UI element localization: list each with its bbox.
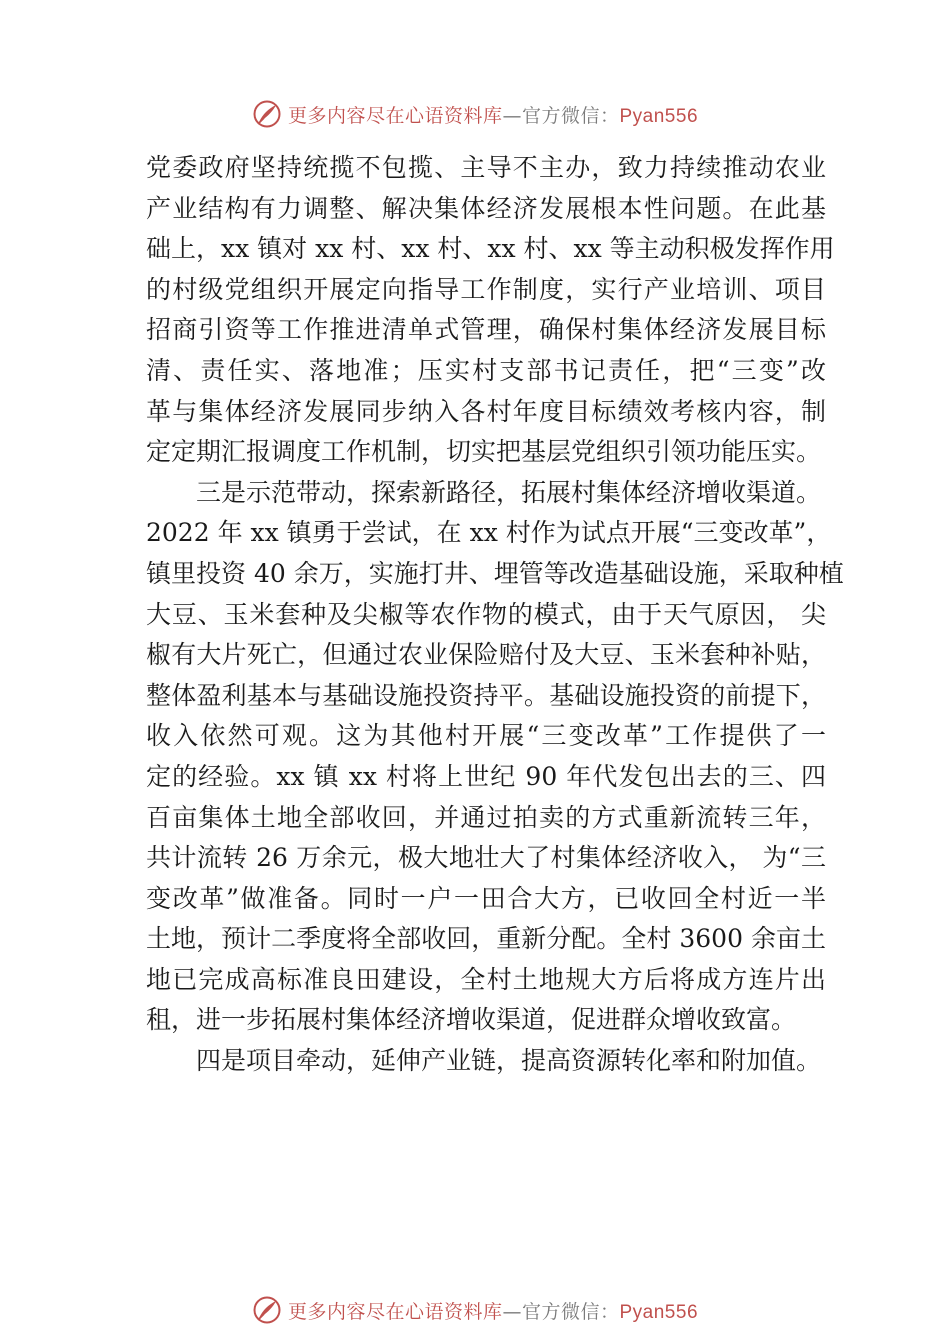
watermark-text	[288, 1297, 698, 1324]
paragraph-3	[146, 1041, 826, 1082]
text-line: 定定期汇报调度工作机制，切实把基层党组织引领功能压实。	[146, 437, 822, 467]
watermark-wechat-id: Pyan556	[619, 105, 699, 127]
paragraph-2	[146, 473, 844, 1041]
watermark-text	[288, 101, 698, 128]
text-line: 产业结构有力调整、解决集体经济发展根本性问题。在此基	[146, 193, 826, 223]
text-line: 大豆、玉米套种及尖椒等农作物的模式，由于天气原因， 尖	[146, 599, 826, 629]
text-line: 招商引资等工作推进清单式管理，确保村集体经济发展目标	[146, 315, 826, 345]
text-line: 椒有大片死亡，但通过农业保险赔付及大豆、玉米套种补贴，	[146, 640, 826, 670]
text-line: 整体盈利基本与基础设施投资持平。基础设施投资的前提下，	[146, 680, 826, 710]
text-line: 清、责任实、落地准；压实村支部书记责任，把“三变”改	[146, 355, 826, 385]
text-line: 定的经验。xx 镇 xx 村将上世纪 90 年代发包出去的三、四	[146, 761, 826, 791]
watermark-wechat-id: Pyan556	[619, 1301, 699, 1323]
quill-pen-logo-icon	[252, 1295, 282, 1325]
footer-watermark	[0, 1292, 950, 1328]
text-line: 收入依然可观。这为其他村开展“三变改革”工作提供了一	[146, 721, 826, 751]
watermark-main-text: 更多内容尽在心语资料库	[287, 104, 503, 127]
header-watermark	[0, 96, 950, 132]
text-line: 革与集体经济发展同步纳入各村年度目标绩效考核内容，制	[146, 396, 826, 426]
quill-pen-logo-icon	[252, 99, 282, 129]
watermark-main-text: 更多内容尽在心语资料库	[287, 1300, 503, 1323]
paragraph-1	[146, 148, 835, 473]
watermark-wechat-label: 官方微信：	[521, 104, 620, 127]
text-line: 土地，预计二季度将全部收回，重新分配。全村 3600 余亩土	[146, 924, 826, 954]
text-line: 租，进一步拓展村集体经济增收渠道，促进群众增收致富。	[146, 1005, 797, 1035]
watermark-dash: —	[502, 104, 522, 127]
text-line: 党委政府坚持统揽不包揽、主导不主办，致力持续推动农业	[146, 153, 826, 182]
text-line: 变改革”做准备。同时一户一田合大方，已收回全村近一半	[146, 883, 826, 913]
text-line: 共计流转 26 万余元，极大地壮大了村集体经济收入， 为“三	[146, 843, 826, 873]
text-line: 的村级党组织开展定向指导工作制度，实行产业培训、项目	[146, 274, 826, 304]
text-line: 础上，xx 镇对 xx 村、xx 村、xx 村、xx 等主动积极发挥作用	[146, 234, 835, 264]
text-line: 2022 年 xx 镇勇于尝试，在 xx 村作为试点开展“三变改革”，	[146, 518, 832, 548]
text-line: 百亩集体土地全部收回，并通过拍卖的方式重新流转三年，	[146, 802, 826, 832]
watermark-dash: —	[502, 1300, 522, 1323]
document-body	[146, 148, 844, 1082]
paragraph-heading-line: 四是项目牵动，延伸产业链，提高资源转化率和附加值。	[196, 1046, 822, 1076]
text-line: 地已完成高标准良田建设，全村土地规大方后将成方连片出	[146, 964, 826, 994]
text-line: 镇里投资 40 余万，实施打井、埋管等改造基础设施，采取种植	[146, 558, 844, 588]
paragraph-heading-line: 三是示范带动，探索新路径，拓展村集体经济增收渠道。	[196, 477, 822, 507]
watermark-wechat-label: 官方微信：	[521, 1300, 620, 1323]
